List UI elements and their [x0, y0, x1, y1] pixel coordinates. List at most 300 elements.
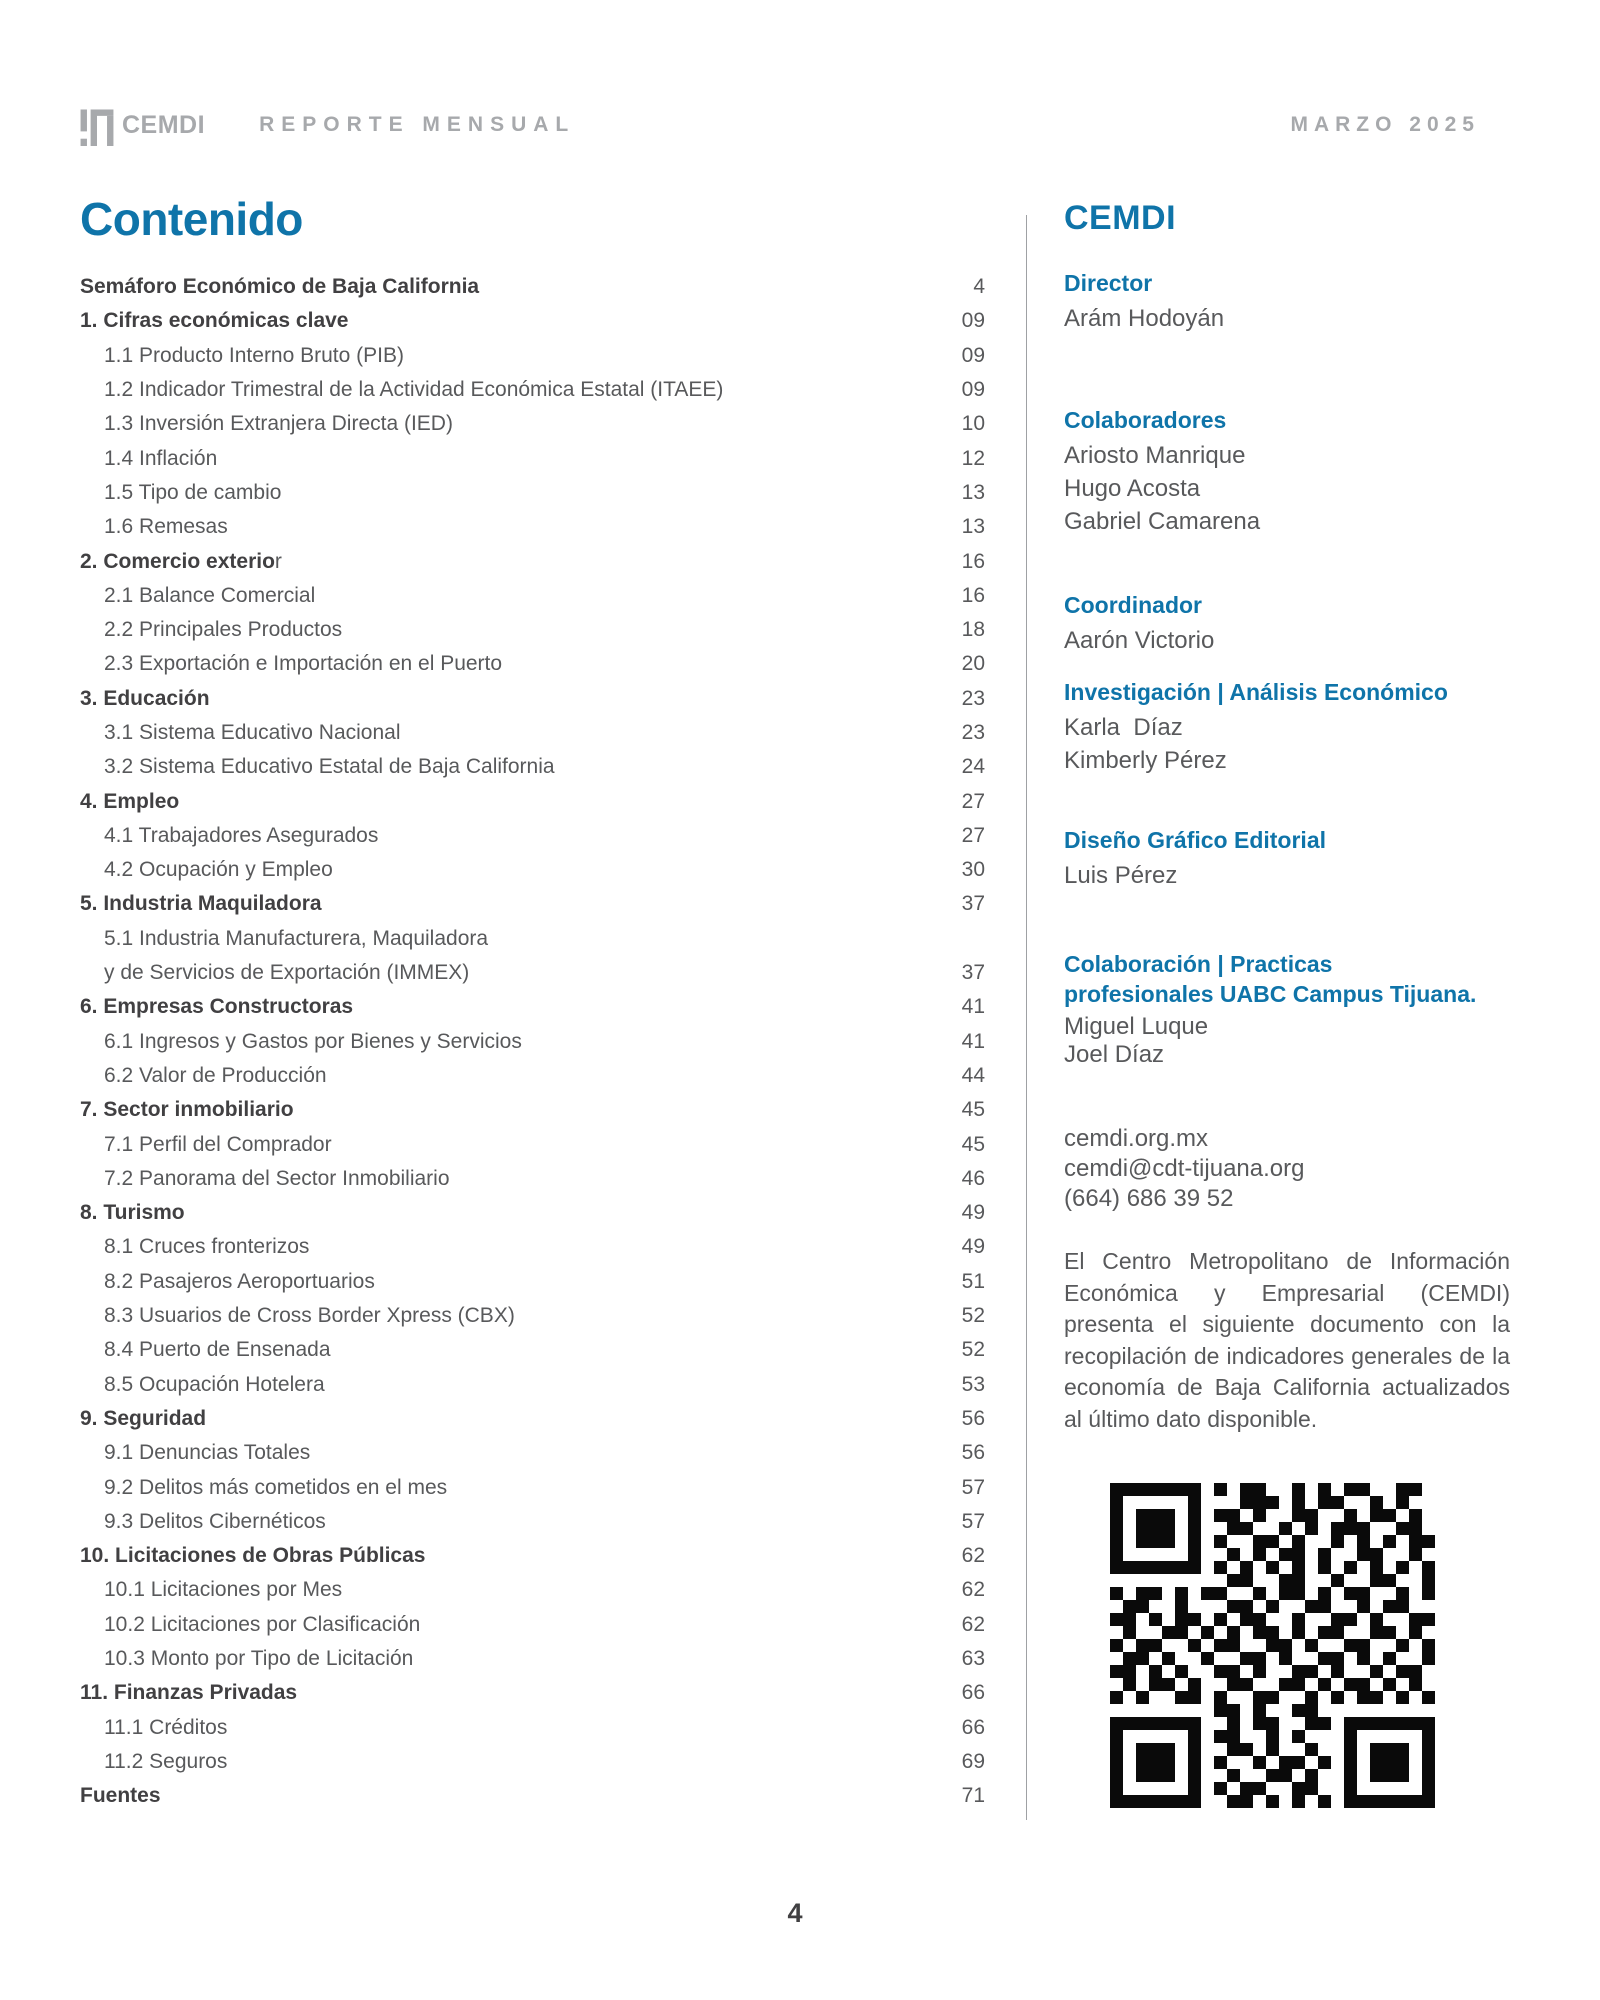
qr-module — [1253, 1600, 1266, 1613]
qr-module — [1188, 1691, 1201, 1704]
qr-module — [1253, 1665, 1266, 1678]
qr-module — [1396, 1639, 1409, 1652]
qr-module — [1240, 1626, 1253, 1639]
qr-module — [1188, 1782, 1201, 1795]
toc-row[interactable] — [80, 1368, 985, 1402]
toc-row[interactable] — [80, 1093, 985, 1127]
qr-module — [1422, 1509, 1435, 1522]
qr-module — [1318, 1561, 1331, 1574]
toc-row[interactable] — [80, 647, 985, 681]
qr-module — [1422, 1561, 1435, 1574]
qr-module — [1279, 1587, 1292, 1600]
qr-module — [1409, 1704, 1422, 1717]
qr-module — [1344, 1639, 1357, 1652]
qr-module — [1292, 1795, 1305, 1808]
toc-item-page: 18 — [961, 618, 985, 642]
qr-module — [1227, 1652, 1240, 1665]
toc-item-label: y de Servicios de Exportación (IMMEX) — [104, 961, 470, 985]
qr-module — [1318, 1717, 1331, 1730]
qr-module — [1136, 1522, 1149, 1535]
qr-module — [1214, 1756, 1227, 1769]
qr-module — [1201, 1756, 1214, 1769]
qr-module — [1318, 1704, 1331, 1717]
qr-module — [1214, 1522, 1227, 1535]
qr-module — [1396, 1665, 1409, 1678]
toc-row[interactable] — [80, 1573, 985, 1607]
credit-person-name: Gabriel Camarena — [1064, 508, 1261, 535]
qr-module — [1201, 1600, 1214, 1613]
qr-module — [1409, 1639, 1422, 1652]
toc-item-page: 09 — [961, 343, 985, 367]
toc-row[interactable] — [80, 1779, 985, 1813]
qr-module — [1266, 1613, 1279, 1626]
qr-module — [1409, 1548, 1422, 1561]
qr-module — [1409, 1678, 1422, 1691]
toc-row[interactable] — [80, 682, 985, 716]
qr-module — [1279, 1535, 1292, 1548]
qr-module — [1409, 1535, 1422, 1548]
toc-item-label: 11.1 Créditos — [104, 1715, 228, 1739]
qr-module — [1422, 1496, 1435, 1509]
qr-module — [1344, 1626, 1357, 1639]
table-of-contents — [80, 270, 985, 1813]
qr-module — [1279, 1704, 1292, 1717]
qr-module — [1162, 1483, 1175, 1496]
toc-item-label: 8.3 Usuarios de Cross Border Xpress (CBX) — [104, 1304, 515, 1328]
toc-row[interactable] — [80, 407, 985, 441]
qr-module — [1188, 1756, 1201, 1769]
toc-row[interactable] — [80, 1333, 985, 1367]
qr-module — [1357, 1769, 1370, 1782]
toc-item-page: 53 — [961, 1372, 985, 1396]
toc-row[interactable] — [80, 544, 985, 578]
qr-module — [1305, 1795, 1318, 1808]
qr-module — [1344, 1665, 1357, 1678]
qr-module — [1201, 1574, 1214, 1587]
qr-module — [1305, 1730, 1318, 1743]
qr-module — [1266, 1756, 1279, 1769]
qr-module — [1136, 1483, 1149, 1496]
toc-row[interactable] — [80, 1608, 985, 1642]
qr-module — [1396, 1769, 1409, 1782]
qr-module — [1149, 1600, 1162, 1613]
qr-module — [1357, 1496, 1370, 1509]
toc-item-label: 5. Industria Maquiladora — [80, 892, 322, 916]
qr-module — [1214, 1678, 1227, 1691]
toc-item-page: 4 — [973, 275, 985, 299]
qr-module — [1292, 1574, 1305, 1587]
qr-module — [1188, 1535, 1201, 1548]
toc-row[interactable] — [80, 1299, 985, 1333]
qr-module — [1175, 1743, 1188, 1756]
toc-row[interactable] — [80, 270, 985, 304]
qr-module — [1175, 1509, 1188, 1522]
qr-module — [1162, 1717, 1175, 1730]
qr-module — [1227, 1561, 1240, 1574]
qr-module — [1292, 1730, 1305, 1743]
qr-module — [1318, 1587, 1331, 1600]
toc-row[interactable] — [80, 1539, 985, 1573]
toc-item-page: 41 — [961, 1029, 985, 1053]
qr-module — [1305, 1496, 1318, 1509]
qr-module — [1123, 1652, 1136, 1665]
toc-row[interactable] — [80, 922, 985, 956]
qr-module — [1227, 1704, 1240, 1717]
qr-module — [1396, 1613, 1409, 1626]
qr-module — [1175, 1704, 1188, 1717]
qr-module — [1344, 1548, 1357, 1561]
credit-section — [1064, 677, 1510, 777]
qr-module — [1266, 1522, 1279, 1535]
qr-module — [1409, 1496, 1422, 1509]
qr-module — [1357, 1717, 1370, 1730]
qr-module — [1422, 1678, 1435, 1691]
qr-module — [1214, 1769, 1227, 1782]
qr-module — [1292, 1743, 1305, 1756]
qr-module — [1422, 1756, 1435, 1769]
qr-module — [1409, 1769, 1422, 1782]
toc-row[interactable] — [80, 956, 985, 990]
credit-section-heading — [1064, 949, 1510, 1009]
toc-item-label: 9. Seguridad — [80, 1406, 207, 1430]
qr-module — [1344, 1678, 1357, 1691]
toc-row[interactable] — [80, 1710, 985, 1744]
qr-module — [1110, 1756, 1123, 1769]
qr-module — [1305, 1574, 1318, 1587]
toc-row[interactable] — [80, 1470, 985, 1504]
toc-row[interactable] — [80, 1642, 985, 1676]
qr-module — [1383, 1626, 1396, 1639]
qr-module — [1162, 1574, 1175, 1587]
qr-module — [1123, 1496, 1136, 1509]
qr-module — [1396, 1756, 1409, 1769]
qr-module — [1188, 1483, 1201, 1496]
toc-item-label: 2.3 Exportación e Importación en el Puerto — [104, 652, 503, 676]
toc-item-label: 6.2 Valor de Producción — [104, 1063, 327, 1087]
qr-module — [1331, 1639, 1344, 1652]
qr-module — [1201, 1483, 1214, 1496]
qr-module — [1383, 1548, 1396, 1561]
qr-module — [1318, 1730, 1331, 1743]
qr-module — [1409, 1691, 1422, 1704]
qr-module — [1149, 1782, 1162, 1795]
qr-module — [1383, 1522, 1396, 1535]
toc-row[interactable] — [80, 1127, 985, 1161]
qr-module — [1123, 1600, 1136, 1613]
qr-module — [1422, 1730, 1435, 1743]
toc-item-label: 8.4 Puerto de Ensenada — [104, 1338, 331, 1362]
toc-row[interactable] — [80, 990, 985, 1024]
qr-module — [1175, 1548, 1188, 1561]
credit-section — [1064, 949, 1510, 1069]
qr-module — [1175, 1769, 1188, 1782]
qr-module — [1110, 1652, 1123, 1665]
toc-row[interactable] — [80, 750, 985, 784]
qr-module — [1240, 1782, 1253, 1795]
qr-module — [1175, 1626, 1188, 1639]
qr-module — [1396, 1535, 1409, 1548]
qr-module — [1110, 1509, 1123, 1522]
qr-module — [1396, 1509, 1409, 1522]
credits-sections — [1064, 268, 1510, 1069]
toc-row[interactable] — [80, 1505, 985, 1539]
qr-module — [1279, 1665, 1292, 1678]
qr-module — [1136, 1548, 1149, 1561]
qr-module — [1318, 1574, 1331, 1587]
qr-module — [1253, 1704, 1266, 1717]
credit-heading-line: Investigación | Análisis Económico — [1064, 679, 1448, 705]
credit-person-name: Luis Pérez — [1064, 862, 1178, 889]
qr-module — [1357, 1600, 1370, 1613]
qr-module — [1305, 1756, 1318, 1769]
qr-module — [1292, 1483, 1305, 1496]
toc-row[interactable] — [80, 579, 985, 613]
qr-module — [1331, 1600, 1344, 1613]
qr-module — [1409, 1626, 1422, 1639]
qr-module — [1227, 1600, 1240, 1613]
toc-row[interactable] — [80, 613, 985, 647]
credit-person-name: Miguel Luque — [1064, 1013, 1209, 1040]
qr-module — [1162, 1626, 1175, 1639]
qr-module — [1227, 1795, 1240, 1808]
qr-module — [1344, 1782, 1357, 1795]
qr-module — [1162, 1509, 1175, 1522]
toc-row[interactable] — [80, 373, 985, 407]
qr-module — [1357, 1509, 1370, 1522]
qr-module — [1136, 1652, 1149, 1665]
qr-module — [1201, 1652, 1214, 1665]
website-link[interactable]: cemdi.org.mx — [1064, 1125, 1209, 1152]
toc-row[interactable] — [80, 304, 985, 338]
qr-module — [1331, 1574, 1344, 1587]
qr-module — [1149, 1574, 1162, 1587]
toc-row[interactable] — [80, 887, 985, 921]
qr-module — [1422, 1691, 1435, 1704]
cemdi-logo-mark-icon — [80, 104, 114, 146]
qr-module — [1318, 1743, 1331, 1756]
qr-module — [1305, 1769, 1318, 1782]
qr-module — [1331, 1782, 1344, 1795]
qr-module — [1240, 1496, 1253, 1509]
qr-module — [1214, 1509, 1227, 1522]
qr-module — [1110, 1730, 1123, 1743]
toc-item-label: Semáforo Económico de Baja California — [80, 275, 480, 299]
qr-module — [1370, 1535, 1383, 1548]
toc-row[interactable] — [80, 1402, 985, 1436]
toc-item-label: 8.1 Cruces fronterizos — [104, 1235, 310, 1259]
qr-module — [1422, 1613, 1435, 1626]
qr-module — [1370, 1743, 1383, 1756]
qr-module — [1240, 1522, 1253, 1535]
qr-module — [1214, 1483, 1227, 1496]
qr-module — [1357, 1782, 1370, 1795]
qr-module — [1253, 1743, 1266, 1756]
toc-item-label: 1.4 Inflación — [104, 446, 218, 470]
qr-module — [1305, 1600, 1318, 1613]
qr-module — [1240, 1639, 1253, 1652]
qr-module — [1357, 1587, 1370, 1600]
toc-row[interactable] — [80, 441, 985, 475]
toc-row[interactable] — [80, 1162, 985, 1196]
toc-item-page: 12 — [961, 446, 985, 470]
toc-item-page: 45 — [961, 1098, 985, 1122]
qr-module — [1383, 1717, 1396, 1730]
toc-row[interactable] — [80, 1059, 985, 1093]
qr-module — [1370, 1782, 1383, 1795]
toc-row[interactable] — [80, 784, 985, 818]
credit-person-name: Kimberly Pérez — [1064, 747, 1227, 774]
qr-module — [1110, 1535, 1123, 1548]
qr-module — [1305, 1548, 1318, 1561]
qr-module — [1149, 1743, 1162, 1756]
qr-module — [1409, 1665, 1422, 1678]
qr-module — [1214, 1652, 1227, 1665]
toc-item-page: 44 — [961, 1063, 985, 1087]
qr-module — [1188, 1704, 1201, 1717]
toc-row[interactable] — [80, 339, 985, 373]
qr-module — [1149, 1769, 1162, 1782]
toc-item-page: 20 — [961, 652, 985, 676]
toc-row[interactable] — [80, 1025, 985, 1059]
qr-module — [1227, 1639, 1240, 1652]
email-link[interactable]: cemdi@cdt-tijuana.org — [1064, 1155, 1305, 1182]
toc-item-label: 3.1 Sistema Educativo Nacional — [104, 721, 401, 744]
qr-module — [1344, 1613, 1357, 1626]
toc-row[interactable] — [80, 853, 985, 887]
qr-module — [1175, 1600, 1188, 1613]
qr-module — [1136, 1665, 1149, 1678]
qr-module — [1396, 1678, 1409, 1691]
toc-item-label: 4.2 Ocupación y Empleo — [104, 858, 333, 882]
qr-module — [1396, 1483, 1409, 1496]
qr-module — [1240, 1678, 1253, 1691]
qr-module — [1214, 1535, 1227, 1548]
qr-module — [1136, 1717, 1149, 1730]
qr-module — [1227, 1756, 1240, 1769]
qr-module — [1201, 1613, 1214, 1626]
toc-row[interactable] — [80, 1745, 985, 1779]
qr-module — [1188, 1626, 1201, 1639]
qr-module — [1175, 1561, 1188, 1574]
qr-module — [1396, 1496, 1409, 1509]
toc-item-label: 9.3 Delitos Cibernéticos — [104, 1509, 326, 1533]
credit-person-name: Hugo Acosta — [1064, 475, 1201, 502]
qr-module — [1370, 1678, 1383, 1691]
qr-module — [1149, 1691, 1162, 1704]
toc-row[interactable] — [80, 716, 985, 750]
toc-item-label: 2.1 Balance Comercial — [104, 583, 316, 607]
toc-row[interactable] — [80, 819, 985, 853]
toc-row[interactable] — [80, 510, 985, 544]
qr-module — [1214, 1691, 1227, 1704]
toc-row[interactable] — [80, 1196, 985, 1230]
qr-module — [1292, 1639, 1305, 1652]
toc-item-label: 5.1 Industria Manufacturera, Maquiladora — [104, 926, 489, 950]
qr-module — [1370, 1483, 1383, 1496]
toc-row[interactable] — [80, 1436, 985, 1470]
footer-page-number: 4 — [787, 1898, 803, 1928]
qr-module — [1240, 1795, 1253, 1808]
qr-module — [1214, 1704, 1227, 1717]
qr-module — [1383, 1691, 1396, 1704]
toc-row[interactable] — [80, 476, 985, 510]
qr-module — [1214, 1782, 1227, 1795]
qr-module — [1253, 1561, 1266, 1574]
toc-item-label: 3. Educación — [80, 686, 210, 710]
qr-module — [1162, 1691, 1175, 1704]
qr-module — [1383, 1587, 1396, 1600]
qr-module — [1344, 1756, 1357, 1769]
qr-module — [1240, 1717, 1253, 1730]
qr-module — [1149, 1665, 1162, 1678]
qr-module — [1162, 1704, 1175, 1717]
qr-module — [1227, 1574, 1240, 1587]
qr-module — [1396, 1600, 1409, 1613]
qr-module — [1162, 1639, 1175, 1652]
qr-module — [1383, 1574, 1396, 1587]
toc-row[interactable] — [80, 1676, 985, 1710]
toc-item-label: 10.3 Monto por Tipo de Licitación — [104, 1647, 414, 1671]
qr-module — [1227, 1509, 1240, 1522]
qr-module — [1357, 1704, 1370, 1717]
qr-module — [1422, 1769, 1435, 1782]
qr-module — [1422, 1782, 1435, 1795]
qr-module — [1188, 1678, 1201, 1691]
qr-module — [1253, 1756, 1266, 1769]
qr-module — [1292, 1756, 1305, 1769]
page-footer — [0, 1898, 1590, 1929]
qr-module — [1253, 1535, 1266, 1548]
qr-module — [1305, 1652, 1318, 1665]
qr-module — [1305, 1704, 1318, 1717]
qr-module — [1331, 1548, 1344, 1561]
qr-module — [1383, 1535, 1396, 1548]
phone-number: (664) 686 39 52 — [1064, 1185, 1234, 1212]
toc-row[interactable] — [80, 1230, 985, 1264]
qr-module — [1292, 1626, 1305, 1639]
qr-module — [1136, 1730, 1149, 1743]
qr-module — [1240, 1600, 1253, 1613]
qr-module — [1331, 1613, 1344, 1626]
qr-module — [1305, 1626, 1318, 1639]
qr-module — [1123, 1639, 1136, 1652]
qr-module — [1396, 1795, 1409, 1808]
qr-module — [1344, 1795, 1357, 1808]
qr-module — [1279, 1743, 1292, 1756]
qr-module — [1110, 1600, 1123, 1613]
qr-module — [1149, 1535, 1162, 1548]
qr-module — [1123, 1535, 1136, 1548]
toc-row[interactable] — [80, 1265, 985, 1299]
qr-module — [1422, 1522, 1435, 1535]
qr-module — [1123, 1665, 1136, 1678]
qr-module — [1240, 1769, 1253, 1782]
qr-module — [1149, 1626, 1162, 1639]
qr-module — [1331, 1678, 1344, 1691]
qr-module — [1409, 1652, 1422, 1665]
qr-module — [1370, 1496, 1383, 1509]
qr-module — [1240, 1509, 1253, 1522]
toc-item-page: 23 — [961, 686, 985, 710]
qr-module — [1149, 1704, 1162, 1717]
qr-module — [1331, 1496, 1344, 1509]
qr-module — [1331, 1509, 1344, 1522]
qr-module — [1292, 1535, 1305, 1548]
credit-section-heading — [1064, 268, 1510, 298]
qr-module — [1357, 1795, 1370, 1808]
qr-module — [1175, 1652, 1188, 1665]
qr-module — [1292, 1652, 1305, 1665]
